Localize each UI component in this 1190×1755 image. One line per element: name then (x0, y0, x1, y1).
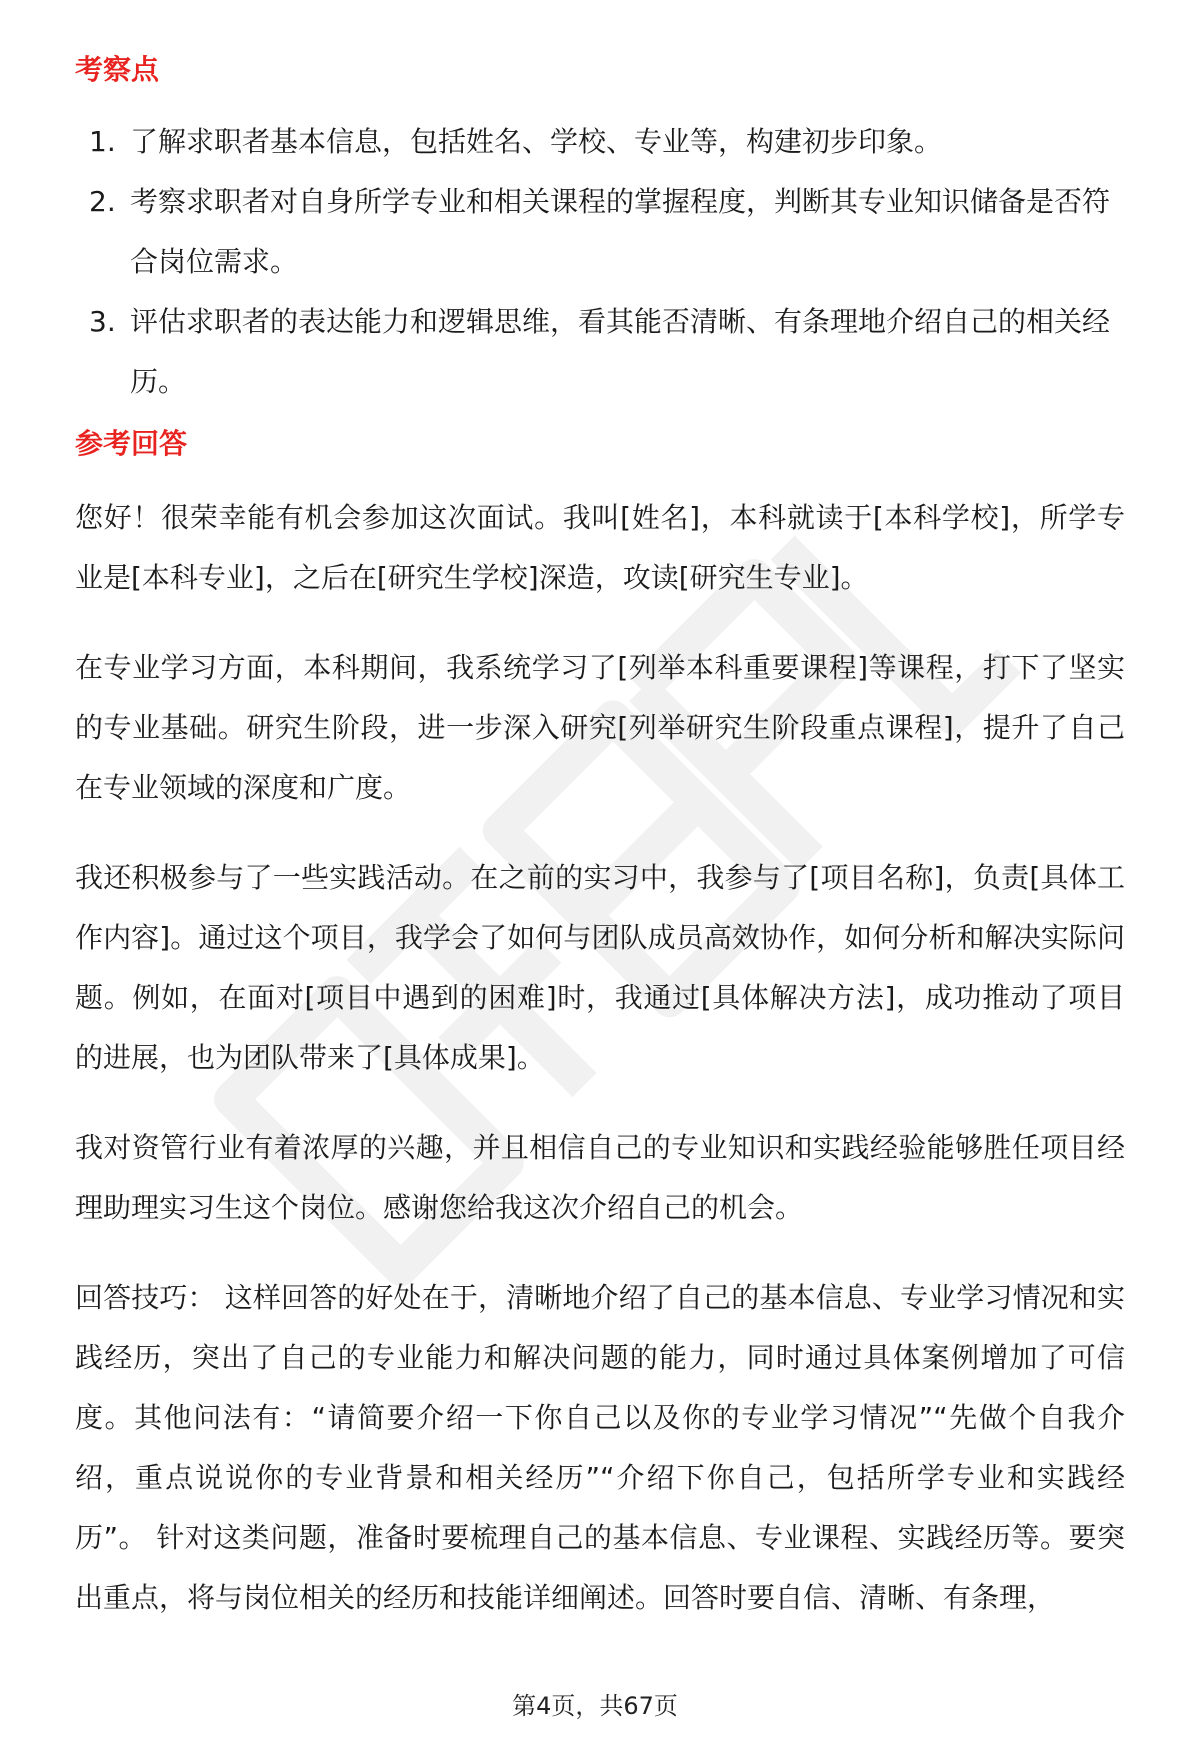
answer-paragraph: 在专业学习方面，本科期间，我系统学习了[列举本科重要课程]等课程，打下了坚实的专业基础。研究生阶段，进一步深入研究[列举研究生阶段重点课程]，提升了自己在专业领域的深度和广度。 (75, 651, 1125, 804)
list-item (75, 292, 1125, 412)
list-item-number: 3. (89, 305, 116, 338)
list-item-number: 2. (89, 185, 116, 218)
answer-paragraph: 我还积极参与了一些实践活动。在之前的实习中，我参与了[项目名称]，负责[具体工作内容]。通过这个项目，我学会了如何与团队成员高效协作，如何分析和解决实际问题。例如，在面对[项目中遇到的困难]时，我通过[具体解决方法]，成功推动了项目的进展，也为团队带来了[具体成果]。 (75, 861, 1125, 1074)
answer-paragraph: 我对资管行业有着浓厚的兴趣，并且相信自己的专业知识和实践经验能够胜任项目经理助理实习生这个岗位。感谢您给我这次介绍自己的机会。 (75, 1131, 1125, 1224)
answer-tips-paragraph: 回答技巧： 这样回答的好处在于，清晰地介绍了自己的基本信息、专业学习情况和实践经历，突出了自己的专业能力和解决问题的能力，同时通过具体案例增加了可信度。其他问法有：“请简要介绍一下你自己以及你的专业学习情况”“先做个自我介绍，重点说说你的专业背景和相关经历”“介绍下你自己，包括所学专业和实践经历”。 针对这类问题，准备时要梳理自己的基本信息、专业课程、实践经历等。要突出重点，将与岗位相关的经历和技能详细阐述。回答时要自信、清晰、有条理， (75, 1281, 1125, 1614)
main-content (75, 50, 1125, 1658)
list-item (75, 112, 1125, 172)
list-item-text: 考察求职者对自身所学专业和相关课程的掌握程度，判断其专业知识储备是否符合岗位需求。 (130, 185, 1111, 278)
list-item-text: 评估求职者的表达能力和逻辑思维，看其能否清晰、有条理地介绍自己的相关经历。 (130, 305, 1111, 398)
list-item-number: 1. (89, 125, 116, 158)
section-title-reference-answer: 参考回答 (75, 427, 188, 460)
section-title-key-points: 考察点 (75, 53, 160, 86)
key-points-list (75, 112, 1125, 412)
list-item (75, 172, 1125, 292)
list-item-text: 了解求职者基本信息，包括姓名、学校、专业等，构建初步印象。 (130, 125, 943, 158)
page-number-footer: 第4页，共67页 (512, 1692, 678, 1720)
answer-paragraph: 您好！很荣幸能有机会参加这次面试。我叫[姓名]，本科就读于[本科学校]，所学专业是[本科专业]，之后在[研究生学校]深造，攻读[研究生专业]。 (75, 501, 1125, 594)
